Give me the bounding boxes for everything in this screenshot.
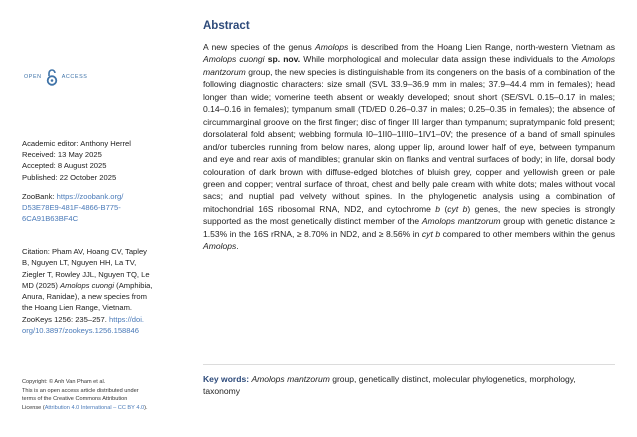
- open-access-label-2: ACCESS: [61, 74, 88, 80]
- meta-published-value: 22 October 2025: [59, 172, 117, 182]
- zoobank-link-1[interactable]: https://zoobank.org/: [56, 192, 124, 201]
- copyright-line-4a: License (: [22, 404, 45, 411]
- abstract-title: Abstract: [203, 20, 250, 32]
- citation-label: Citation:: [22, 247, 50, 256]
- abstract-text-4: group, the new species is distinguishable from its congeners on the basis of a combination of the following diagnostic characters: size small (SVL 33.9–36.9 mm in males; 37.9–44.4 mm in females); head longer than wide; vomerine teeth absent or weakly developed; snout short (SE/SVL 0.15–0.17 in males; 0.14–0.16 in females); tympanum small (TD/ED 0.26–0.37 in males; 0.25–0.35 in females); the absence of circummarginal groove on the first finger; disc of finger III larger than tympanum; supratympanic fold present; dorsolateral fold absent; webbing formula I0–1II0–1III0–1IV1–0V; the presence of a band of small spinules and/or tubercles running from below nares, along upper lip, around lower half of eye, between tympanum and eye and rear axis of mandibles; granular skin on flanks and ventral surfaces of body; in life, dorsal body colouration of dark brown with diffuse-edged blotches of bluish grey, copper and yellowish green or pale green and copper; ventral surface of throat, chest and belly pale cream with white dots; males without vocal sacs; and nuptial pad velvety without spines. In the phylogenetic analysis using a combination of mitochondrial 16S ribosomal RNA, ND2, and cytochrome: [203, 66, 615, 214]
- abstract-genus: Amolops: [315, 42, 349, 52]
- abstract-group-1: Amolops mantzorum: [203, 54, 615, 77]
- meta-received-label: Received:: [22, 150, 56, 160]
- abstract-text-7: group with genetic distance ≥ 1.53% in the 16S rRNA, ≥ 8.70% in ND2, and ≥ 8.56% in: [203, 216, 615, 239]
- meta-received: [22, 149, 131, 160]
- citation-line-6: the Hoang Lien Range, Vietnam.: [22, 303, 133, 313]
- meta-published: [22, 172, 131, 183]
- doi-link-1[interactable]: https://doi.: [109, 314, 145, 324]
- open-access-label: OPEN: [24, 74, 42, 80]
- abstract-text-6: ) genes, the new species is strongly supported as the most genetically distinct member of the: [203, 203, 615, 227]
- keywords: [203, 373, 615, 398]
- keywords-rest: group, genetically distinct, molecular phylogenetics, morphology, taxonomy: [203, 374, 576, 397]
- open-access-badge[interactable]: [24, 68, 87, 86]
- citation-line-2: B, Nguyen LT, Nguyen HH, La TV,: [22, 258, 137, 268]
- meta-editor-value: Anthony Herrel: [80, 139, 131, 148]
- copyright-line-3: terms of the Creative Commons Attribution: [22, 396, 128, 403]
- copyright: [22, 378, 192, 412]
- citation-species: Amolops cuongi: [60, 280, 115, 290]
- copyright-line-2: This is an open access article distributed under: [22, 387, 139, 394]
- meta-published-label: Published:: [22, 172, 58, 182]
- abstract-text-1: A new species of the genus: [203, 42, 316, 52]
- citation-line-7a: ZooKeys 1256: 235–257.: [22, 314, 107, 324]
- abstract-b: b: [435, 203, 441, 214]
- abstract-text-2: is described from the Hoang Lien Range, north-western Vietnam as: [348, 42, 615, 52]
- abstract-text-5: (: [440, 203, 448, 214]
- citation-line-3: Ziegler T, Rowley JJL, Nguyen TQ, Le: [22, 269, 150, 279]
- doi-link-2[interactable]: org/10.3897/zookeys.1256.158846: [22, 326, 139, 336]
- copyright-line-4c: ).: [144, 404, 148, 411]
- abstract-genus-2: Amolops: [203, 241, 237, 252]
- abstract-text-9: .: [236, 241, 239, 252]
- abstract-sp-nov: sp. nov.: [264, 54, 301, 65]
- zoobank-link-2[interactable]: D53E78E9-481F-4866-B775-: [22, 203, 121, 213]
- keywords-group: Amolops mantzorum: [251, 374, 330, 384]
- citation-line-1: Pham AV, Hoang CV, Tapley: [51, 247, 147, 256]
- abstract-cytb-1: cyt b: [447, 203, 468, 214]
- open-access-lock-icon: [46, 68, 58, 86]
- meta-accepted-value: 8 August 2025: [57, 161, 107, 171]
- abstract-group-2: Amolops mantzorum: [421, 216, 501, 227]
- meta-received-value: 13 May 2025: [57, 150, 102, 160]
- copyright-line-1: Copyright: © Anh Van Pham et al.: [22, 379, 106, 385]
- article-meta: [22, 138, 131, 183]
- section-divider: [203, 364, 615, 365]
- meta-editor: [22, 138, 131, 149]
- abstract-body: [203, 41, 615, 253]
- citation-line-4c: (Amphibia,: [116, 280, 153, 290]
- abstract-text-3: While morphological and molecular data assign these individuals to the: [300, 54, 582, 65]
- citation-line-5: Anura, Ranidae), a new species from: [22, 292, 147, 302]
- zoobank: [22, 191, 152, 225]
- meta-accepted-label: Accepted:: [22, 161, 56, 171]
- keywords-label: Key words:: [203, 374, 250, 384]
- zoobank-label: ZooBank:: [22, 192, 55, 201]
- meta-editor-label: Academic editor:: [22, 139, 79, 148]
- meta-accepted: [22, 160, 131, 171]
- abstract-cytb-2: cyt b: [421, 228, 441, 239]
- abstract-text-8: compared to other members within the genus: [440, 228, 615, 239]
- abstract-species: Amolops cuongi: [203, 54, 265, 65]
- zoobank-link-3[interactable]: 6CA91B63BF4C: [22, 214, 79, 224]
- license-link[interactable]: Attribution 4.0 International – CC BY 4.0: [44, 404, 145, 411]
- citation-line-4a: MD (2025): [22, 280, 58, 290]
- citation: [22, 246, 160, 336]
